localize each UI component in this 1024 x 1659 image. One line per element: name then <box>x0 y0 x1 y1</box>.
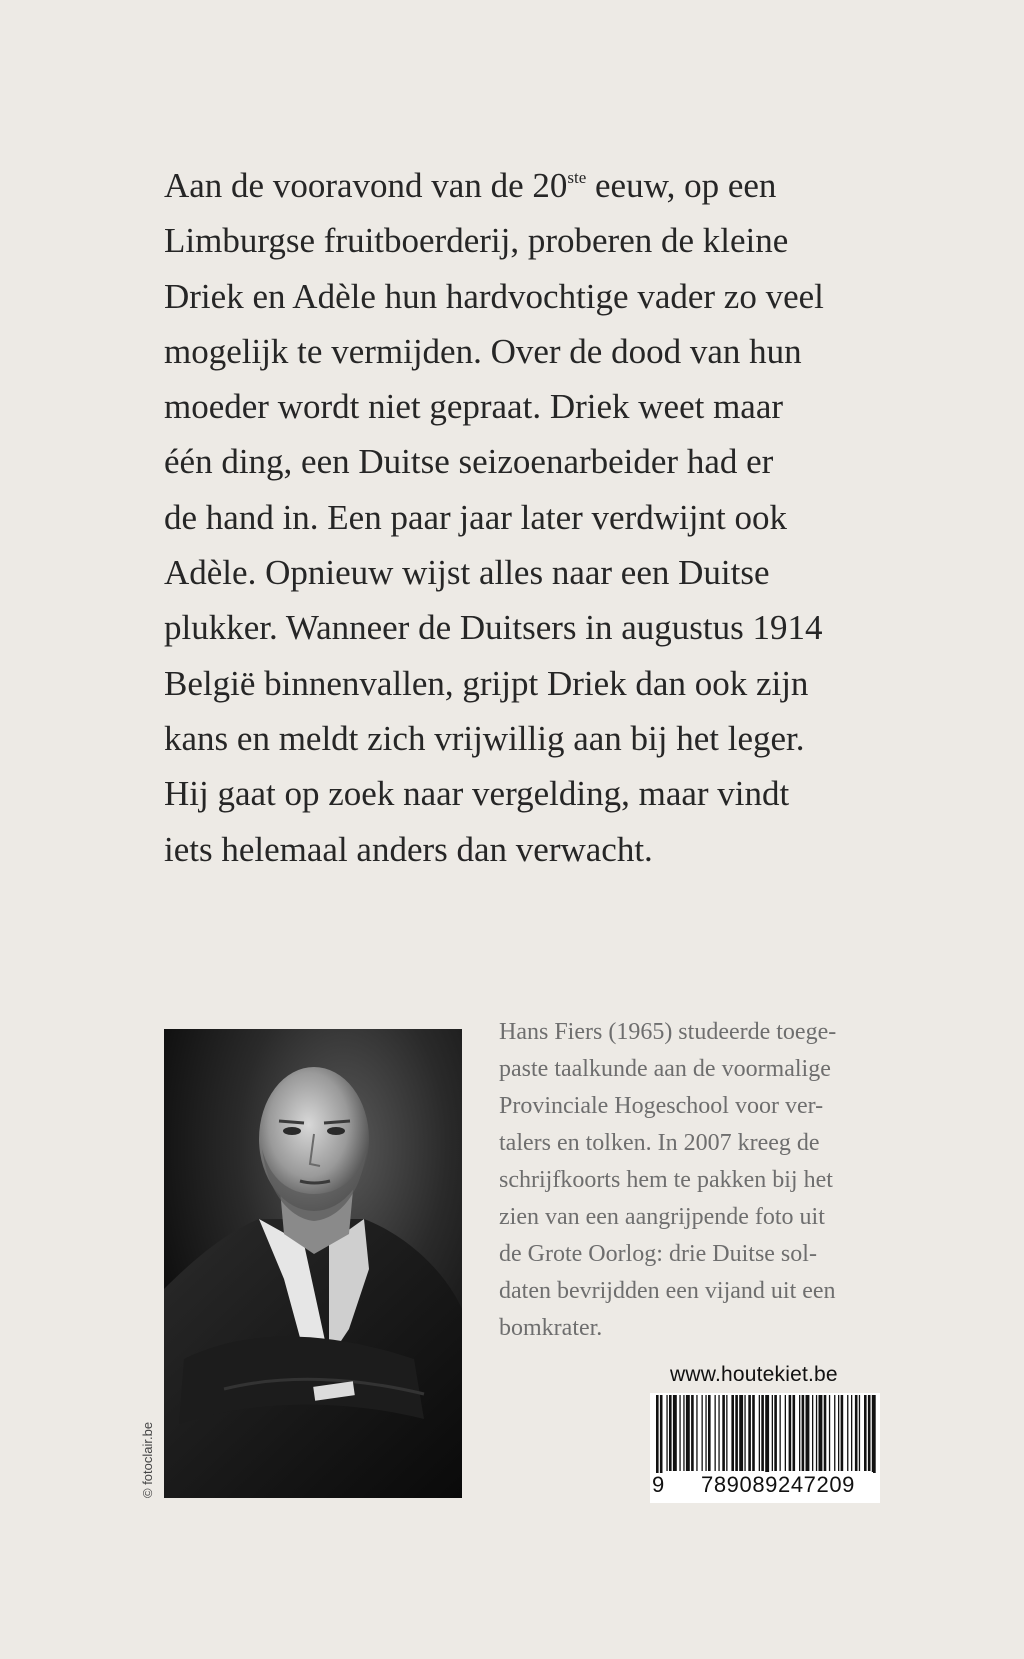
barcode-bar <box>708 1395 711 1471</box>
barcode-bar <box>739 1395 743 1471</box>
barcode-bar <box>789 1395 792 1471</box>
barcode-bar <box>666 1395 667 1471</box>
author-portrait-illustration <box>164 1029 462 1498</box>
bio-line: talers en tolken. In 2007 kreeg de <box>499 1130 820 1156</box>
barcode-bar <box>799 1395 800 1471</box>
blurb-line: België binnenvallen, grijpt Driek dan ook zijn <box>164 663 809 703</box>
blurb-line: Hij gaat op zoek naar vergelding, maar vindt <box>164 774 790 814</box>
bio-line: zien van een aangrijpende foto uit <box>499 1204 825 1230</box>
barcode-bar <box>812 1395 813 1471</box>
barcode-bar <box>819 1395 823 1471</box>
barcode-bar <box>656 1395 659 1473</box>
barcode-bar <box>834 1395 835 1471</box>
bio-line: de Grote Oorlog: drie Duitse sol- <box>499 1241 817 1267</box>
blurb-line-1-text: Aan de vooravond van de 20 <box>164 166 568 205</box>
barcode-bar <box>774 1395 777 1471</box>
barcode-bar <box>793 1395 796 1471</box>
blurb-line <box>164 158 884 213</box>
blurb-line: iets helemaal anders dan verwacht. <box>164 829 653 869</box>
blurb-line: Limburgse fruitboerderij, proberen de kleine <box>164 221 789 261</box>
barcode-bar <box>726 1395 727 1471</box>
barcode-bar <box>679 1395 680 1471</box>
barcode-bar <box>765 1395 769 1473</box>
barcode-bar <box>748 1395 751 1471</box>
blurb-line: de hand in. Een paar jaar later verdwijnt ook <box>164 497 787 537</box>
publisher-website: www.houtekiet.be <box>670 1363 838 1386</box>
blurb-line: kans en meldt zich vrijwillig aan bij het leger. <box>164 718 805 758</box>
bio-line: Hans Fiers (1965) studeerde toege- <box>499 1019 837 1045</box>
barcode-bar <box>686 1395 690 1471</box>
barcode-bar <box>673 1395 677 1471</box>
barcode-bar <box>683 1395 684 1471</box>
barcode-bar <box>841 1395 844 1471</box>
blurb-line: Adèle. Opnieuw wijst alles naar een Duitse <box>164 553 770 593</box>
barcode-bar <box>806 1395 810 1471</box>
barcode-bar <box>759 1395 760 1471</box>
blurb-line: plukker. Wanneer de Duitsers in augustus 1914 <box>164 608 823 648</box>
isbn-digits: 789089247209 <box>683 1472 873 1498</box>
barcode-bar <box>780 1395 781 1471</box>
barcode-bar <box>785 1395 786 1471</box>
barcode-bar <box>705 1395 706 1471</box>
barcode-bar <box>847 1395 848 1471</box>
barcode-bar <box>669 1395 672 1471</box>
author-bio <box>499 1014 889 1347</box>
barcode-bar <box>735 1395 738 1471</box>
barcode-bar <box>722 1395 725 1471</box>
bio-line: Provinciale Hogeschool voor ver- <box>499 1093 824 1119</box>
barcode-bar <box>864 1395 867 1471</box>
bio-line: paste taalkunde aan de voormalige <box>499 1056 831 1082</box>
author-photo <box>164 1029 462 1498</box>
barcode-bar <box>824 1395 827 1471</box>
barcode-bar <box>859 1395 860 1471</box>
barcode-bar <box>691 1395 694 1471</box>
barcode-bar <box>715 1395 716 1471</box>
barcode-bar <box>838 1395 839 1471</box>
barcode-bar <box>851 1395 852 1471</box>
barcode-bar <box>731 1395 734 1471</box>
barcode-bar <box>855 1395 858 1471</box>
ordinal-superscript: ste <box>567 168 587 187</box>
blurb-line: moeder wordt niet gepraat. Driek weet maar <box>164 387 784 427</box>
barcode-bar <box>816 1395 817 1471</box>
blurb-line: mogelijk te vermijden. Over de dood van hun <box>164 331 802 371</box>
photo-credit: © fotoclair.be <box>140 1421 155 1498</box>
barcode-bar <box>752 1395 755 1471</box>
blurb-line: één ding, een Duitse seizoenarbeider had er <box>164 442 774 482</box>
barcode-bar <box>872 1395 876 1473</box>
isbn-first-digit: 9 <box>652 1472 665 1497</box>
bio-line: schrijfkoorts hem te pakken bij het <box>499 1167 833 1193</box>
barcode-bars <box>650 1393 880 1473</box>
bio-line: daten bevrijdden een vijand uit een <box>499 1278 836 1304</box>
barcode-bar <box>718 1395 719 1471</box>
blurb-line-1-end: eeuw, op een <box>586 166 777 205</box>
barcode-bar <box>829 1395 830 1471</box>
barcode-bar <box>761 1395 764 1471</box>
barcode-bar <box>772 1395 773 1471</box>
blurb-line: Driek en Adèle hun hardvochtige vader zo veel <box>164 276 824 316</box>
barcode-bar <box>702 1395 703 1471</box>
bio-line: bomkrater. <box>499 1315 603 1341</box>
barcode-bar <box>696 1395 697 1471</box>
barcode-bar <box>660 1395 663 1473</box>
blurb-text <box>164 158 884 877</box>
barcode-bar <box>868 1395 871 1471</box>
barcode-bar <box>744 1395 745 1471</box>
barcode-bar <box>802 1395 805 1471</box>
